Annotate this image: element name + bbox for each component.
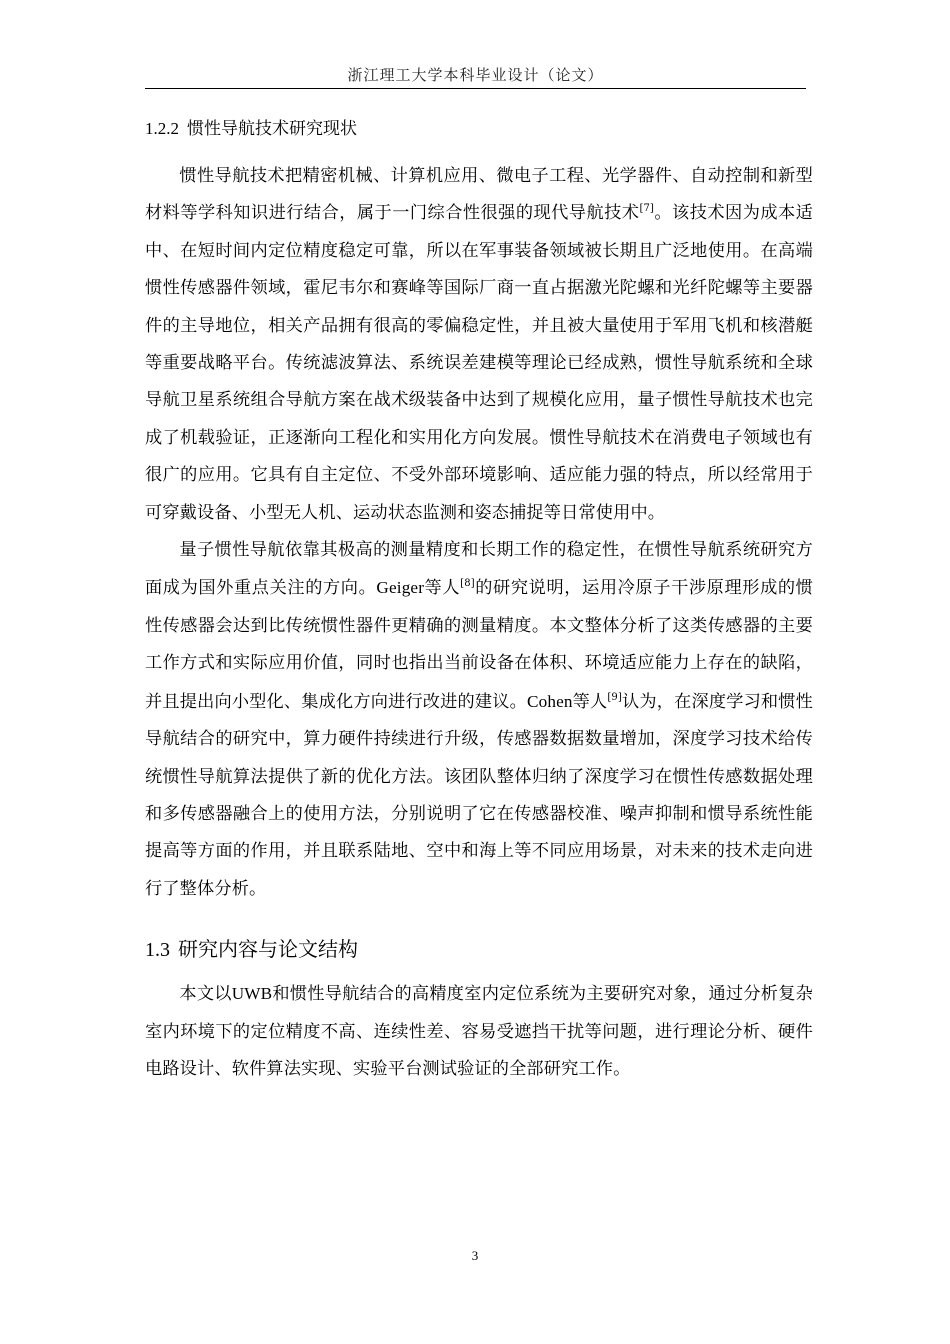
section-title: 研究内容与论文结构	[178, 937, 358, 962]
citation: [8]	[460, 578, 475, 590]
header-rule	[145, 88, 806, 89]
paragraph-text: 惯性导航技术把精密机械、计算机应用、微电子工程、光学器件、自动控制和新型材料等学科知识进行结合，属于一门综合性很强的现代导航技术	[145, 166, 813, 224]
paragraph-text: 等人	[424, 578, 461, 599]
paragraph-text: 和惯性导航结合的高精度室内定位系统为主要研究对象，通过分析复杂室内环境下的定位精度不高、连续性差、容易受遮挡干扰等问题，进行理论分析、硬件电路设计、软件算法实现、实验平台测试验证的全部研究工作。	[145, 984, 813, 1079]
acronym: UWB	[231, 984, 273, 1004]
paragraph	[145, 532, 813, 908]
author-name: Geiger	[376, 578, 425, 598]
paragraph-text: 的研究说明，运用冷原子干涉原理形成的惯性传感器会达到比传统惯性器件更精确的测量精度。本文整体分析了这类传感器的主要工作方式和实际应用价值，同时也指出当前设备在体积、环境适应能力上存在的缺陷，并且提出向小型化、集成化方向进行改进的建议。	[145, 578, 814, 712]
citation: [9]	[607, 691, 622, 703]
paragraph-text: 等人	[572, 691, 608, 712]
section-number: 1.3	[145, 939, 170, 962]
page-number: 3	[471, 1248, 479, 1263]
section-number: 1.2.2	[145, 119, 179, 138]
page-header: 浙江理工大学本科毕业设计（论文）	[347, 66, 604, 84]
section-heading-1-3	[145, 932, 813, 967]
page-content	[145, 112, 813, 1088]
paragraph-text: 本文以	[179, 984, 232, 1005]
section-title: 惯性导航技术研究现状	[187, 119, 357, 139]
paragraph	[145, 975, 813, 1088]
citation: [7]	[639, 203, 655, 215]
author-name: Cohen	[526, 691, 573, 711]
section-heading-1-2-2	[145, 112, 813, 146]
paragraph	[145, 158, 813, 532]
paragraph-text: 认为，在深度学习和惯性导航结合的研究中，算力硬件持续进行升级，传感器数据数量增加，深度学习技术给传统惯性导航算法提供了新的优化方法。该团队整体归纳了深度学习在惯性传感数据处理和多传感器融合上的使用方法，分别说明了它在传感器校准、噪声抑制和惯导系统性能提高等方面的作用，并且联系陆地、空中和海上等不同应用场景，对未来的技术走向进行了整体分析。	[145, 691, 813, 899]
paragraph-text: 量子惯性导航依靠其极高的测量精度和长期工作的稳定性，在惯性导航系统研究方面成为国外重点关注的方向。	[145, 540, 813, 599]
paragraph-text: 。该技术因为成本适中、在短时间内定位精度稳定可靠，所以在军事装备领域被长期且广泛地使用。在高端惯性传感器件领域，霍尼韦尔和赛峰等国际厂商一直占据激光陀螺和光纤陀螺等主要器件的主导地位，相关产品拥有很高的零偏稳定性，并且被大量使用于军用飞机和核潜艇等重要战略平台。传统滤波算法、系统误差建模等理论已经成熟，惯性导航系统和全球导航卫星系统组合导航方案在战术级装备中达到了规模化应用，量子惯性导航技术也完成了机载验证，正逐渐向工程化和实用化方向发展。惯性导航技术在消费电子领域也有很广的应用。它具有自主定位、不受外部环境影响、适应能力强的特点，所以经常用于可穿戴设备、小型无人机、运动状态监测和姿态捕捉等日常使用中。	[145, 203, 814, 523]
